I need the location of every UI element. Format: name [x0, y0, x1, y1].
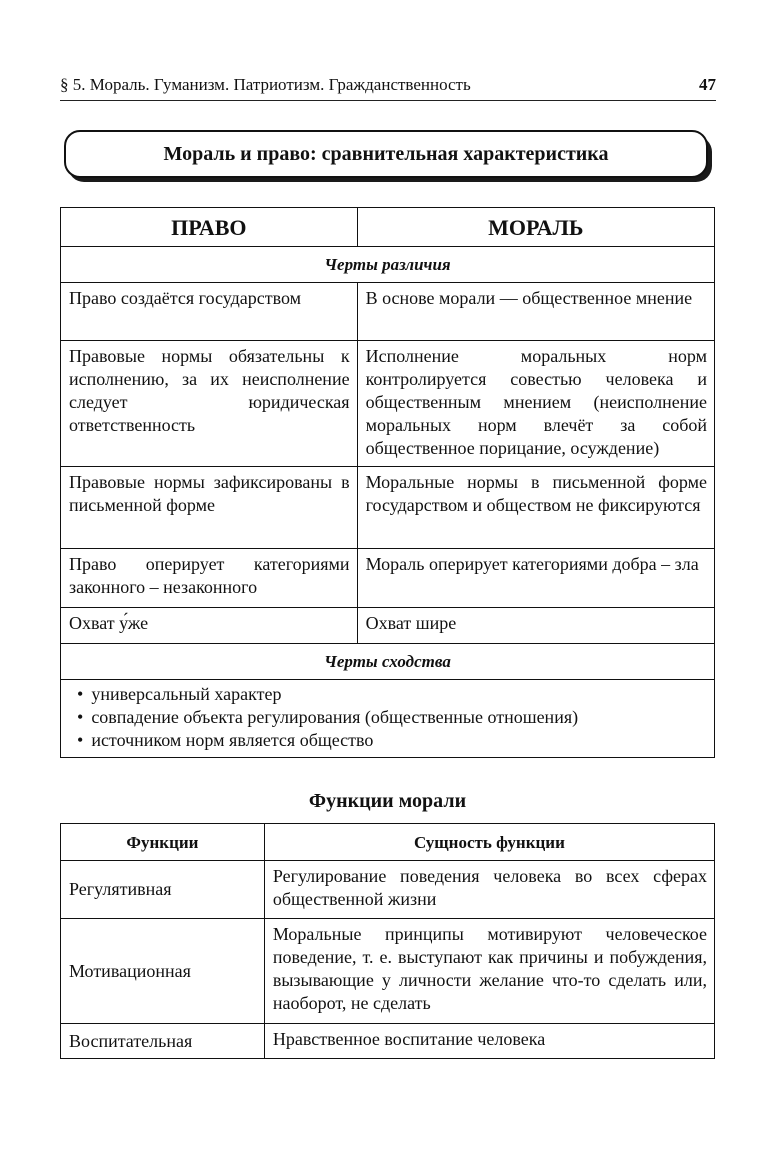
law-cell: Охват у́же [61, 608, 358, 644]
table-row [61, 608, 715, 644]
list-item: • источником норм является общество [77, 729, 706, 752]
col-header-law: ПРАВО [61, 208, 358, 247]
list-item: • универсальный характер [77, 683, 706, 706]
function-name: Регулятивная [61, 861, 265, 919]
table-row [61, 1024, 715, 1059]
similarities-heading: Черты сходства [61, 644, 715, 680]
table-row [61, 919, 715, 1024]
banner-title: Мораль и право: сравнительная характеристика [64, 130, 708, 178]
running-header [60, 70, 716, 101]
moral-cell: Моральные нормы в письменной форме государством и обществом не фиксируются [357, 467, 714, 549]
table-row [61, 861, 715, 919]
similarities-list [61, 680, 715, 758]
moral-cell: Охват шире [357, 608, 714, 644]
moral-cell: Мораль оперирует категориями добра – зла [357, 549, 714, 608]
table-row [61, 283, 715, 341]
col-header-essence: Сущность функции [264, 824, 714, 861]
section-banner [64, 130, 712, 182]
differences-heading: Черты различия [61, 247, 715, 283]
comparison-table [60, 207, 715, 758]
header-title: § 5. Мораль. Гуманизм. Патриотизм. Гражданственность [60, 75, 471, 94]
function-name: Воспитательная [61, 1024, 265, 1059]
page-number: 47 [699, 75, 716, 94]
table-row [61, 467, 715, 549]
function-name: Мотивационная [61, 919, 265, 1024]
function-essence: Моральные принципы мотивируют человеческое поведение, т. е. выступают как причины и побуждения, вызывающие у личности желание что-то сделать или, наоборот, не сделать [264, 919, 714, 1024]
function-essence: Регулирование поведения человека во всех сферах общественной жизни [264, 861, 714, 919]
law-cell: Право создаётся государством [61, 283, 358, 341]
table-row [61, 341, 715, 467]
list-item: • совпадение объекта регулирования (общественные отношения) [77, 706, 706, 729]
functions-table [60, 823, 715, 1059]
col-header-functions: Функции [61, 824, 265, 861]
moral-cell: В основе морали — общественное мнение [357, 283, 714, 341]
moral-cell: Исполнение моральных норм контролируется совестью человека и общественным мнением (неисполнение моральных норм влечёт за собой общественное порицание, осуждение) [357, 341, 714, 467]
law-cell: Правовые нормы зафиксированы в письменной форме [61, 467, 358, 549]
function-essence: Нравственное воспитание человека [264, 1024, 714, 1059]
functions-title: Функции морали [308, 790, 467, 812]
col-header-moral: МОРАЛЬ [357, 208, 714, 247]
law-cell: Право оперирует категориями законного – незаконного [61, 549, 358, 608]
table-row [61, 549, 715, 608]
law-cell: Правовые нормы обязательны к исполнению, за их неисполнение следует юридическая ответственность [61, 341, 358, 467]
